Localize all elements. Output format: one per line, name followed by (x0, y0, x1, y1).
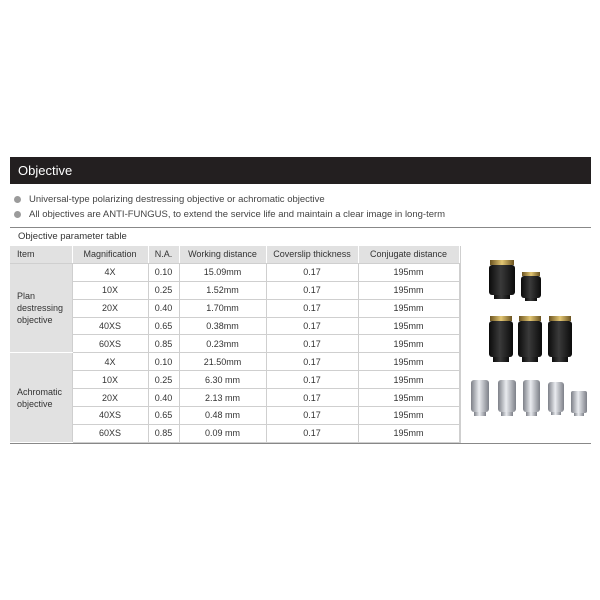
group-label-line: Achromatic (17, 386, 63, 397)
cell-working-distance: 0.23mm (179, 335, 266, 353)
group-label-plan (10, 263, 72, 352)
header-working-distance: Working distance (179, 246, 266, 263)
table-header-row (10, 246, 459, 263)
black-objective-lens (518, 316, 542, 362)
table-row (10, 281, 459, 299)
feature-text: Universal-type polarizing destressing objective or achromatic objective (29, 194, 325, 205)
header-coverslip-thickness: Coverslip thickness (266, 246, 358, 263)
cell-coverslip: 0.17 (266, 317, 358, 335)
cell-working-distance: 6.30 mm (179, 371, 266, 389)
lens-photo-illustration (461, 246, 591, 432)
section-title: Objective (18, 163, 73, 178)
cell-working-distance: 0.09 mm (179, 424, 266, 442)
silver-objective-lens (548, 382, 564, 415)
silver-objective-lens (571, 391, 587, 416)
table-row (10, 407, 459, 425)
cell-working-distance: 1.70mm (179, 299, 266, 317)
objective-section (10, 157, 591, 444)
black-objective-lens (489, 316, 513, 362)
cell-coverslip: 0.17 (266, 353, 358, 371)
cell-na: 0.10 (148, 263, 179, 281)
cell-coverslip: 0.17 (266, 424, 358, 442)
cell-na: 0.25 (148, 371, 179, 389)
cell-conjugate: 195mm (358, 353, 459, 371)
table-row (10, 424, 459, 442)
black-objective-lens (489, 260, 515, 299)
table-row (10, 353, 459, 371)
cell-na: 0.40 (148, 389, 179, 407)
cell-magnification: 60XS (72, 335, 148, 353)
header-item: Item (10, 246, 72, 263)
cell-magnification: 60XS (72, 424, 148, 442)
cell-magnification: 4X (72, 353, 148, 371)
cell-coverslip: 0.17 (266, 281, 358, 299)
group-label-line: Plan (17, 291, 36, 302)
cell-na: 0.25 (148, 281, 179, 299)
cell-magnification: 10X (72, 371, 148, 389)
cell-conjugate: 195mm (358, 299, 459, 317)
parameter-table-wrap (10, 246, 591, 444)
bullet-icon (14, 196, 21, 203)
group-label-line: objective (17, 398, 53, 409)
silver-objective-lens (498, 380, 516, 416)
cell-magnification: 10X (72, 281, 148, 299)
cell-na: 0.85 (148, 335, 179, 353)
table-row (10, 371, 459, 389)
cell-conjugate: 195mm (358, 407, 459, 425)
cell-magnification: 20X (72, 389, 148, 407)
black-objective-lens (521, 272, 541, 301)
cell-coverslip: 0.17 (266, 407, 358, 425)
silver-objective-lens (471, 380, 489, 416)
table-row (10, 335, 459, 353)
cell-na: 0.65 (148, 317, 179, 335)
cell-magnification: 40XS (72, 407, 148, 425)
table-row (10, 389, 459, 407)
objective-lens-photos (460, 246, 591, 443)
cell-na: 0.65 (148, 407, 179, 425)
header-na: N.A. (148, 246, 179, 263)
parameter-table (10, 246, 460, 443)
header-conjugate-distance: Conjugate distance (358, 246, 459, 263)
feature-item (10, 192, 591, 207)
cell-working-distance: 0.38mm (179, 317, 266, 335)
silver-objective-lens (523, 380, 540, 416)
cell-coverslip: 0.17 (266, 335, 358, 353)
cell-magnification: 20X (72, 299, 148, 317)
cell-coverslip: 0.17 (266, 299, 358, 317)
cell-conjugate: 195mm (358, 389, 459, 407)
cell-na: 0.85 (148, 424, 179, 442)
cell-coverslip: 0.17 (266, 263, 358, 281)
cell-coverslip: 0.17 (266, 389, 358, 407)
table-row (10, 299, 459, 317)
group-label-line: destressing (17, 303, 64, 314)
section-title-bar (10, 157, 591, 184)
table-row (10, 263, 459, 281)
cell-conjugate: 195mm (358, 317, 459, 335)
bullet-icon (14, 211, 21, 218)
cell-working-distance: 1.52mm (179, 281, 266, 299)
cell-working-distance: 0.48 mm (179, 407, 266, 425)
cell-conjugate: 195mm (358, 335, 459, 353)
cell-working-distance: 2.13 mm (179, 389, 266, 407)
cell-conjugate: 195mm (358, 424, 459, 442)
feature-item (10, 207, 591, 222)
cell-magnification: 4X (72, 263, 148, 281)
cell-na: 0.40 (148, 299, 179, 317)
cell-working-distance: 21.50mm (179, 353, 266, 371)
table-row (10, 317, 459, 335)
cell-magnification: 40XS (72, 317, 148, 335)
cell-coverslip: 0.17 (266, 371, 358, 389)
cell-conjugate: 195mm (358, 263, 459, 281)
cell-conjugate: 195mm (358, 371, 459, 389)
cell-conjugate: 195mm (358, 281, 459, 299)
group-label-line: objective (17, 315, 53, 326)
table-caption: Objective parameter table (10, 227, 591, 246)
cell-na: 0.10 (148, 353, 179, 371)
group-label-achromatic (10, 353, 72, 442)
black-objective-lens (548, 316, 572, 362)
feature-text: All objectives are ANTI-FUNGUS, to extend the service life and maintain a clear image in long-term (29, 209, 446, 220)
cell-working-distance: 15.09mm (179, 263, 266, 281)
header-magnification: Magnification (72, 246, 148, 263)
feature-list (10, 192, 591, 222)
